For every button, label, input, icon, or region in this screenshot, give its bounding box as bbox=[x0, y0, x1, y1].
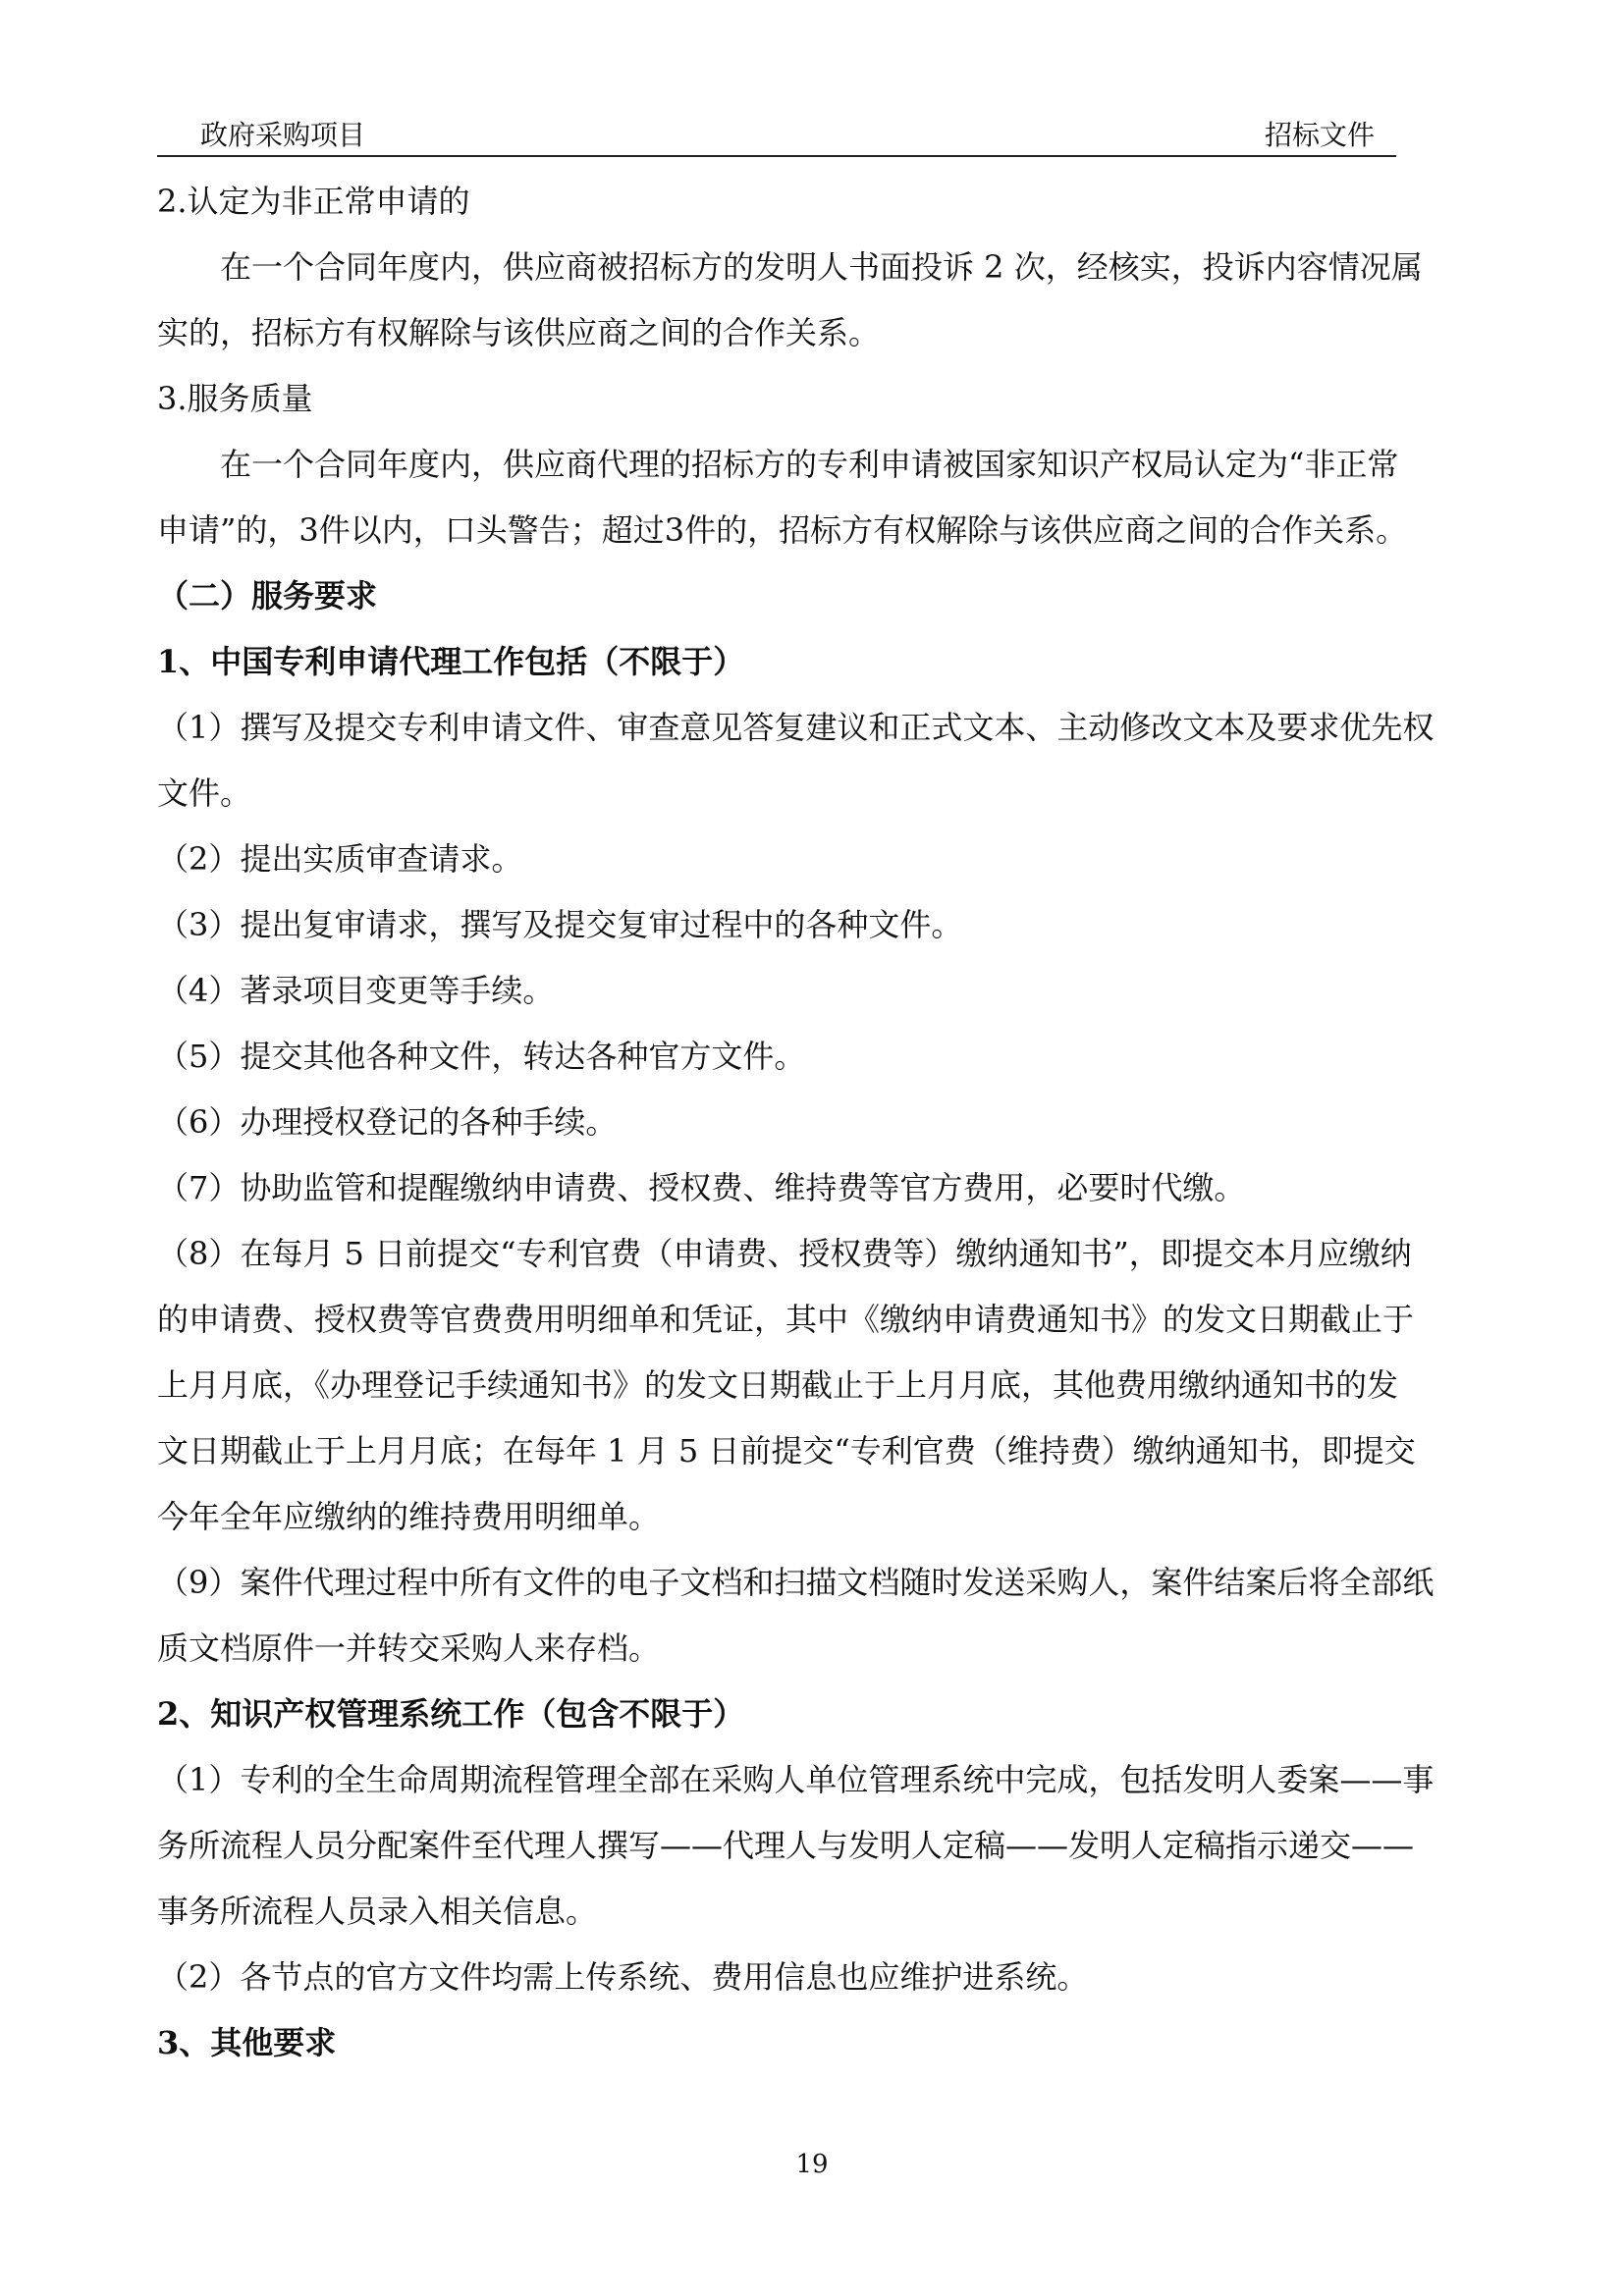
section-heading: 2、知识产权管理系统工作（包含不限于） bbox=[157, 1695, 745, 1733]
body-text-line: （3）提出复审请求，撰写及提交复审过程中的各种文件。 bbox=[157, 906, 963, 943]
body-text-line: 的申请费、授权费等官费费用明细单和凭证，其中《缴纳申请费通知书》的发文日期截止于 bbox=[157, 1301, 1415, 1338]
section-heading: 3、其他要求 bbox=[157, 2024, 337, 2061]
body-text-line: 申请”的，3件以内，口头警告；超过3件的，招标方有权解除与该供应商之间的合作关系。 bbox=[157, 511, 1408, 549]
body-text-line: （7）协助监管和提醒缴纳申请费、授权费、维持费等官方费用，必要时代缴。 bbox=[157, 1169, 1246, 1206]
body-text-line: 在一个合同年度内，供应商代理的招标方的专利申请被国家知识产权局认定为“非正常 bbox=[220, 446, 1399, 483]
header-document-type: 招标文件 bbox=[1264, 119, 1375, 151]
body-text-line: （2）提出实质审查请求。 bbox=[157, 840, 523, 878]
page-number: 19 bbox=[795, 2150, 829, 2179]
page-header bbox=[157, 116, 1396, 157]
body-text-line: （5）提交其他各种文件，转达各种官方文件。 bbox=[157, 1038, 806, 1075]
body-text-line: （9）案件代理过程中所有文件的电子文档和扫描文档随时发送采购人，案件结案后将全部纸 bbox=[157, 1564, 1435, 1601]
body-text-line: 上月月底，《办理登记手续通知书》的发文日期截止于上月月底，其他费用缴纳通知书的发 bbox=[157, 1366, 1399, 1404]
body-text-line: （8）在每月 5 日前提交“专利官费（申请费、授权费等）缴纳通知书”，即提交本月应缴纳 bbox=[157, 1235, 1412, 1272]
body-text-line: （1）专利的全生命周期流程管理全部在采购人单位管理系统中完成，包括发明人委案——事 bbox=[157, 1761, 1435, 1798]
header-project-type: 政府采购项目 bbox=[200, 119, 366, 151]
body-text-line: 3.服务质量 bbox=[157, 380, 313, 417]
document-body bbox=[157, 169, 1478, 2076]
body-text-line: （6）办理授权登记的各种手续。 bbox=[157, 1103, 618, 1141]
body-text-line: 在一个合同年度内，供应商被招标方的发明人书面投诉 2 次，经核实，投诉内容情况属 bbox=[220, 248, 1423, 286]
body-text-line: 务所流程人员分配案件至代理人撰写——代理人与发明人定稿——发明人定稿指示递交—— bbox=[157, 1827, 1415, 1864]
body-text-line: 文日期截止于上月月底；在每年 1 月 5 日前提交“专利官费（维持费）缴纳通知书，即提交 bbox=[157, 1432, 1416, 1469]
body-text-line: 今年全年应缴纳的维持费用明细单。 bbox=[157, 1498, 661, 1535]
body-text-line: 质文档原件一并转交采购人来存档。 bbox=[157, 1629, 661, 1667]
section-heading: （二）服务要求 bbox=[157, 577, 378, 614]
body-text-line: 实的，招标方有权解除与该供应商之间的合作关系。 bbox=[157, 314, 881, 351]
body-text-line: （1）撰写及提交专利申请文件、审查意见答复建议和正式文本、主动修改文本及要求优先权 bbox=[157, 709, 1435, 746]
body-text-line: （2）各节点的官方文件均需上传系统、费用信息也应维护进系统。 bbox=[157, 1958, 1089, 1996]
body-text-line: 事务所流程人员录入相关信息。 bbox=[157, 1893, 598, 1930]
body-text-line: 2.认定为非正常申请的 bbox=[157, 183, 470, 220]
body-text-line: 文件。 bbox=[157, 774, 252, 812]
section-heading: 1、中国专利申请代理工作包括（不限于） bbox=[157, 643, 745, 680]
body-text-line: （4）著录项目变更等手续。 bbox=[157, 972, 555, 1009]
